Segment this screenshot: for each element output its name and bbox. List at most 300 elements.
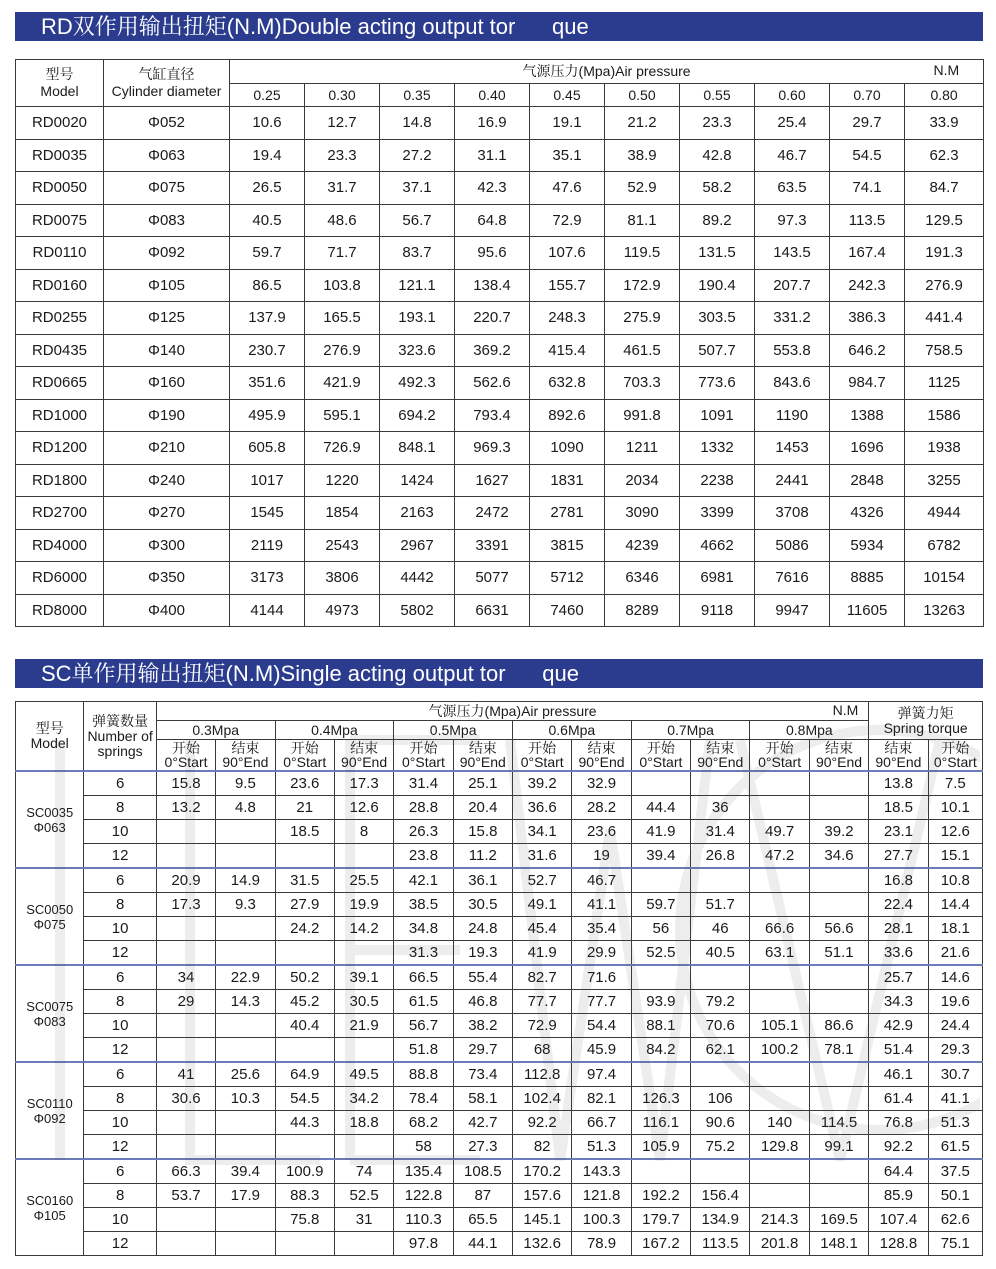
- torque-cell: 1211: [605, 432, 680, 465]
- torque-cell: 52.5: [334, 1184, 393, 1208]
- torque-cell: 167.4: [830, 237, 905, 270]
- group-model: SC0110: [26, 1095, 73, 1111]
- cylinder-cell: Φ300: [104, 529, 230, 562]
- table-row: [16, 1087, 983, 1111]
- sc-header-springs: [84, 702, 156, 772]
- torque-cell: 56: [631, 917, 690, 941]
- torque-cell: 179.7: [631, 1208, 690, 1232]
- torque-cell: 23.6: [275, 771, 334, 796]
- table-row: [16, 1135, 983, 1160]
- header-start-cn: 开始: [409, 740, 438, 756]
- torque-cell: 31.4: [691, 820, 750, 844]
- torque-cell: 44.1: [453, 1232, 512, 1256]
- torque-cell: 116.1: [631, 1111, 690, 1135]
- torque-cell: 37.1: [380, 172, 455, 205]
- header-end: [572, 740, 631, 772]
- spring-count-cell: 10: [84, 917, 156, 941]
- torque-cell: 8885: [830, 562, 905, 595]
- torque-cell: 27.7: [869, 844, 928, 869]
- table-row: [16, 302, 984, 335]
- torque-cell: 1453: [755, 432, 830, 465]
- torque-cell: [334, 1135, 393, 1160]
- torque-cell: 46.7: [572, 868, 631, 893]
- torque-cell: [750, 1184, 809, 1208]
- torque-cell: 41.1: [572, 893, 631, 917]
- torque-cell: 51.3: [572, 1135, 631, 1160]
- torque-cell: [750, 1087, 809, 1111]
- torque-cell: 1424: [380, 464, 455, 497]
- header-start-en: 0°Start: [639, 754, 683, 770]
- torque-cell: [156, 917, 215, 941]
- cylinder-cell: Φ240: [104, 464, 230, 497]
- torque-cell: [156, 1208, 215, 1232]
- torque-cell: 46.8: [453, 990, 512, 1014]
- torque-cell: 71.6: [572, 965, 631, 990]
- torque-cell: 34.3: [869, 990, 928, 1014]
- torque-cell: 192.2: [631, 1184, 690, 1208]
- torque-cell: [216, 1038, 275, 1063]
- torque-cell: 155.7: [530, 269, 605, 302]
- table-row: [16, 1208, 983, 1232]
- spring-count-cell: 12: [84, 1038, 156, 1063]
- torque-cell: 36.1: [453, 868, 512, 893]
- torque-cell: 58.1: [453, 1087, 512, 1111]
- torque-cell: 99.1: [809, 1135, 868, 1160]
- sc-pressure-2: 0.5Mpa: [394, 721, 513, 740]
- torque-cell: 18.5: [869, 796, 928, 820]
- torque-cell: 991.8: [605, 399, 680, 432]
- torque-cell: 68.2: [394, 1111, 453, 1135]
- model-cell: RD0160: [16, 269, 104, 302]
- torque-cell: 369.2: [455, 334, 530, 367]
- torque-cell: [809, 965, 868, 990]
- group-model-cell: [16, 965, 84, 1062]
- torque-cell: [809, 1062, 868, 1087]
- header-air-pressure-label: 气源压力(Mpa)Air pressure: [522, 63, 691, 80]
- torque-cell: 193.1: [380, 302, 455, 335]
- torque-cell: 32.9: [572, 771, 631, 796]
- torque-cell: 323.6: [380, 334, 455, 367]
- torque-cell: 24.2: [275, 917, 334, 941]
- torque-cell: 53.7: [156, 1184, 215, 1208]
- group-model-cell: [16, 868, 84, 965]
- torque-cell: 107.6: [530, 237, 605, 270]
- torque-cell: 112.8: [513, 1062, 572, 1087]
- torque-cell: 75.2: [691, 1135, 750, 1160]
- torque-cell: 41.9: [631, 820, 690, 844]
- torque-cell: 14.6: [928, 965, 982, 990]
- torque-cell: 2848: [830, 464, 905, 497]
- torque-cell: [750, 1062, 809, 1087]
- torque-cell: [156, 1111, 215, 1135]
- header-start-cn: 开始: [646, 740, 675, 756]
- torque-cell: 89.2: [680, 204, 755, 237]
- torque-cell: [275, 941, 334, 966]
- torque-cell: 9118: [680, 594, 755, 627]
- torque-cell: 39.4: [216, 1159, 275, 1184]
- torque-cell: 169.5: [809, 1208, 868, 1232]
- spring-count-cell: 6: [84, 1159, 156, 1184]
- torque-cell: 19: [572, 844, 631, 869]
- torque-cell: 75.1: [928, 1232, 982, 1256]
- header-start-en: 0°Start: [164, 754, 208, 770]
- spring-count-cell: 8: [84, 893, 156, 917]
- header-end-en: 90°End: [222, 754, 269, 770]
- header-start: [156, 740, 215, 772]
- header-unit: N.M: [832, 702, 859, 718]
- header-end-en: 90°End: [875, 754, 922, 770]
- torque-cell: 16.9: [455, 107, 530, 140]
- torque-cell: 30.6: [156, 1087, 215, 1111]
- cylinder-cell: Φ125: [104, 302, 230, 335]
- spring-count-cell: 6: [84, 1062, 156, 1087]
- torque-cell: 76.8: [869, 1111, 928, 1135]
- torque-cell: 129.5: [905, 204, 984, 237]
- torque-cell: 351.6: [230, 367, 305, 400]
- torque-cell: 134.9: [691, 1208, 750, 1232]
- torque-cell: 64.9: [275, 1062, 334, 1087]
- torque-cell: 46.7: [755, 139, 830, 172]
- torque-cell: 21.6: [928, 941, 982, 966]
- table-row: [16, 1159, 983, 1184]
- header-cylinder-cn: 气缸直径: [138, 66, 195, 82]
- torque-cell: 30.5: [334, 990, 393, 1014]
- torque-cell: 61.5: [928, 1135, 982, 1160]
- model-cell: RD1200: [16, 432, 104, 465]
- group-model: SC0075: [26, 998, 74, 1014]
- torque-cell: 3090: [605, 497, 680, 530]
- header-end: [216, 740, 275, 772]
- torque-cell: 100.3: [572, 1208, 631, 1232]
- model-cell: RD1000: [16, 399, 104, 432]
- torque-cell: [691, 965, 750, 990]
- table-row: [16, 1184, 983, 1208]
- torque-cell: 83.7: [380, 237, 455, 270]
- cylinder-cell: Φ140: [104, 334, 230, 367]
- torque-cell: 156.4: [691, 1184, 750, 1208]
- torque-cell: 19.9: [334, 893, 393, 917]
- torque-cell: 135.4: [394, 1159, 453, 1184]
- torque-cell: 28.8: [394, 796, 453, 820]
- torque-cell: 230.7: [230, 334, 305, 367]
- torque-cell: 66.6: [750, 917, 809, 941]
- torque-cell: 66.3: [156, 1159, 215, 1184]
- torque-cell: 167.2: [631, 1232, 690, 1256]
- model-cell: RD0075: [16, 204, 104, 237]
- spring-count-cell: 10: [84, 1111, 156, 1135]
- torque-cell: 201.8: [750, 1232, 809, 1256]
- torque-cell: 17.3: [334, 771, 393, 796]
- header-model-cn: 型号: [45, 66, 74, 82]
- table-row: [16, 820, 983, 844]
- torque-cell: 41.9: [513, 941, 572, 966]
- torque-cell: 26.8: [691, 844, 750, 869]
- group-model: SC0035: [26, 804, 74, 820]
- torque-cell: 75.8: [275, 1208, 334, 1232]
- torque-cell: 56.6: [809, 917, 868, 941]
- model-cell: RD0035: [16, 139, 104, 172]
- torque-cell: 131.5: [680, 237, 755, 270]
- table-row: [16, 771, 983, 796]
- torque-cell: 39.4: [631, 844, 690, 869]
- header-start-cn: 开始: [765, 740, 794, 756]
- torque-cell: 31.7: [305, 172, 380, 205]
- torque-cell: 20.9: [156, 868, 215, 893]
- torque-cell: 33.9: [905, 107, 984, 140]
- torque-cell: 58: [394, 1135, 453, 1160]
- torque-cell: 52.5: [631, 941, 690, 966]
- torque-cell: [216, 820, 275, 844]
- spring-count-cell: 6: [84, 965, 156, 990]
- torque-cell: 25.6: [216, 1062, 275, 1087]
- torque-cell: 54.4: [572, 1014, 631, 1038]
- torque-cell: 13.8: [869, 771, 928, 796]
- torque-cell: 78.9: [572, 1232, 631, 1256]
- header-start: [513, 740, 572, 772]
- torque-cell: 14.3: [216, 990, 275, 1014]
- torque-cell: 30.5: [453, 893, 512, 917]
- torque-cell: 41.1: [928, 1087, 982, 1111]
- table-row: [16, 868, 983, 893]
- torque-cell: 102.4: [513, 1087, 572, 1111]
- torque-cell: 65.5: [453, 1208, 512, 1232]
- torque-cell: 88.1: [631, 1014, 690, 1038]
- torque-cell: 42.9: [869, 1014, 928, 1038]
- torque-cell: 24.8: [453, 917, 512, 941]
- torque-cell: 16.8: [869, 868, 928, 893]
- torque-cell: [691, 868, 750, 893]
- torque-cell: 2472: [455, 497, 530, 530]
- torque-cell: [216, 1014, 275, 1038]
- torque-cell: 2967: [380, 529, 455, 562]
- model-cell: RD2700: [16, 497, 104, 530]
- torque-cell: 51.7: [691, 893, 750, 917]
- torque-cell: 34.6: [809, 844, 868, 869]
- torque-cell: 8: [334, 820, 393, 844]
- model-cell: RD8000: [16, 594, 104, 627]
- torque-cell: 108.5: [453, 1159, 512, 1184]
- torque-cell: 773.6: [680, 367, 755, 400]
- torque-cell: 114.5: [809, 1111, 868, 1135]
- torque-cell: 703.3: [605, 367, 680, 400]
- torque-cell: 17.9: [216, 1184, 275, 1208]
- torque-cell: [750, 771, 809, 796]
- torque-cell: 48.6: [305, 204, 380, 237]
- torque-cell: [334, 844, 393, 869]
- torque-cell: 23.3: [305, 139, 380, 172]
- torque-cell: 984.7: [830, 367, 905, 400]
- torque-cell: 18.8: [334, 1111, 393, 1135]
- torque-cell: 553.8: [755, 334, 830, 367]
- table-row: [16, 432, 984, 465]
- torque-cell: 64.8: [455, 204, 530, 237]
- torque-cell: 19.3: [453, 941, 512, 966]
- torque-cell: 58.2: [680, 172, 755, 205]
- torque-cell: 3815: [530, 529, 605, 562]
- header-springs-en2: springs: [97, 742, 143, 759]
- torque-cell: 103.8: [305, 269, 380, 302]
- torque-cell: 29.3: [928, 1038, 982, 1063]
- torque-cell: 129.8: [750, 1135, 809, 1160]
- torque-cell: 1220: [305, 464, 380, 497]
- torque-cell: 2441: [755, 464, 830, 497]
- header-end-cn: 结束: [706, 740, 735, 756]
- torque-cell: 82.7: [513, 965, 572, 990]
- torque-cell: [691, 1159, 750, 1184]
- torque-cell: 25.5: [334, 868, 393, 893]
- torque-cell: 37.5: [928, 1159, 982, 1184]
- torque-cell: 4239: [605, 529, 680, 562]
- table-row: [16, 497, 984, 530]
- torque-cell: 41: [156, 1062, 215, 1087]
- torque-cell: 5712: [530, 562, 605, 595]
- torque-cell: 7616: [755, 562, 830, 595]
- torque-cell: 1545: [230, 497, 305, 530]
- torque-cell: 248.3: [530, 302, 605, 335]
- table-row: [16, 893, 983, 917]
- torque-cell: 562.6: [455, 367, 530, 400]
- torque-cell: 10.6: [230, 107, 305, 140]
- torque-cell: 38.5: [394, 893, 453, 917]
- torque-cell: 34.1: [513, 820, 572, 844]
- torque-cell: 632.8: [530, 367, 605, 400]
- torque-cell: 31.6: [513, 844, 572, 869]
- torque-cell: 145.1: [513, 1208, 572, 1232]
- torque-cell: 25.1: [453, 771, 512, 796]
- torque-cell: 7460: [530, 594, 605, 627]
- spring-count-cell: 8: [84, 1087, 156, 1111]
- torque-cell: [156, 820, 215, 844]
- torque-cell: 105.9: [631, 1135, 690, 1160]
- torque-cell: 848.1: [380, 432, 455, 465]
- torque-cell: [809, 1087, 868, 1111]
- torque-cell: 82: [513, 1135, 572, 1160]
- torque-cell: 56.7: [394, 1014, 453, 1038]
- torque-cell: 27.9: [275, 893, 334, 917]
- header-start-en: 0°Start: [520, 754, 564, 770]
- torque-cell: 15.8: [453, 820, 512, 844]
- sc-torque-table: [15, 701, 983, 1256]
- rd-header-cylinder: [104, 60, 230, 107]
- torque-cell: 54.5: [275, 1087, 334, 1111]
- torque-cell: 2163: [380, 497, 455, 530]
- torque-cell: 50.1: [928, 1184, 982, 1208]
- torque-cell: 46.1: [869, 1062, 928, 1087]
- spring-count-cell: 6: [84, 771, 156, 796]
- torque-cell: 214.3: [750, 1208, 809, 1232]
- table-row: [16, 269, 984, 302]
- header-end: [809, 740, 868, 772]
- rd-pressure-7: 0.60: [755, 83, 830, 107]
- torque-cell: 19.1: [530, 107, 605, 140]
- torque-cell: 79.2: [691, 990, 750, 1014]
- table-row: [16, 464, 984, 497]
- torque-cell: 15.8: [156, 771, 215, 796]
- torque-cell: 93.9: [631, 990, 690, 1014]
- group-model: SC0050: [26, 901, 74, 917]
- table-row: [16, 990, 983, 1014]
- torque-cell: 45.9: [572, 1038, 631, 1063]
- torque-cell: 27.3: [453, 1135, 512, 1160]
- torque-cell: 44.4: [631, 796, 690, 820]
- torque-cell: 77.7: [513, 990, 572, 1014]
- torque-cell: 10.8: [928, 868, 982, 893]
- torque-cell: 969.3: [455, 432, 530, 465]
- torque-cell: 72.9: [513, 1014, 572, 1038]
- torque-cell: 33.6: [869, 941, 928, 966]
- torque-cell: 61.5: [394, 990, 453, 1014]
- header-spring-torque-en: Spring torque: [883, 719, 968, 736]
- torque-cell: 110.3: [394, 1208, 453, 1232]
- torque-cell: 86.5: [230, 269, 305, 302]
- torque-cell: [156, 1038, 215, 1063]
- torque-cell: 140: [750, 1111, 809, 1135]
- torque-cell: [691, 1062, 750, 1087]
- torque-cell: 42.3: [455, 172, 530, 205]
- torque-cell: 121.8: [572, 1184, 631, 1208]
- cylinder-cell: Φ092: [104, 237, 230, 270]
- torque-cell: 5802: [380, 594, 455, 627]
- table-row: [16, 941, 983, 966]
- model-cell: RD0255: [16, 302, 104, 335]
- table-row: [16, 1062, 983, 1087]
- torque-cell: 10.1: [928, 796, 982, 820]
- torque-cell: 6981: [680, 562, 755, 595]
- torque-cell: 1091: [680, 399, 755, 432]
- torque-cell: 1125: [905, 367, 984, 400]
- group-diameter: Φ063: [33, 819, 66, 835]
- header-start-en: 0°Start: [401, 754, 445, 770]
- header-start-cn: 开始: [172, 740, 201, 756]
- torque-cell: 121.1: [380, 269, 455, 302]
- torque-cell: 29.7: [830, 107, 905, 140]
- torque-cell: 72.9: [530, 204, 605, 237]
- table-row: [16, 1111, 983, 1135]
- torque-cell: 73.4: [453, 1062, 512, 1087]
- rd-pressure-8: 0.70: [830, 83, 905, 107]
- torque-cell: 1831: [530, 464, 605, 497]
- torque-cell: 1090: [530, 432, 605, 465]
- torque-cell: [275, 844, 334, 869]
- torque-cell: 22.4: [869, 893, 928, 917]
- torque-cell: 694.2: [380, 399, 455, 432]
- table-row: [16, 917, 983, 941]
- header-cylinder-en: Cylinder diameter: [111, 83, 222, 99]
- torque-cell: 10154: [905, 562, 984, 595]
- torque-cell: 9.3: [216, 893, 275, 917]
- spring-count-cell: 12: [84, 1232, 156, 1256]
- torque-cell: [334, 1038, 393, 1063]
- table-row: [16, 107, 984, 140]
- rd-pressure-2: 0.35: [380, 83, 455, 107]
- torque-cell: 646.2: [830, 334, 905, 367]
- sc-pressure-1: 0.4Mpa: [275, 721, 394, 740]
- torque-cell: 137.9: [230, 302, 305, 335]
- table-row: [16, 204, 984, 237]
- torque-cell: 68: [513, 1038, 572, 1063]
- header-spring-torque-cn: 弹簧力矩: [897, 704, 954, 721]
- model-cell: RD6000: [16, 562, 104, 595]
- torque-cell: [631, 771, 690, 796]
- torque-cell: 242.3: [830, 269, 905, 302]
- torque-cell: 4944: [905, 497, 984, 530]
- torque-cell: [275, 1038, 334, 1063]
- torque-cell: [750, 796, 809, 820]
- torque-cell: 2543: [305, 529, 380, 562]
- torque-cell: 62.1: [691, 1038, 750, 1063]
- torque-cell: 14.9: [216, 868, 275, 893]
- torque-cell: 143.3: [572, 1159, 631, 1184]
